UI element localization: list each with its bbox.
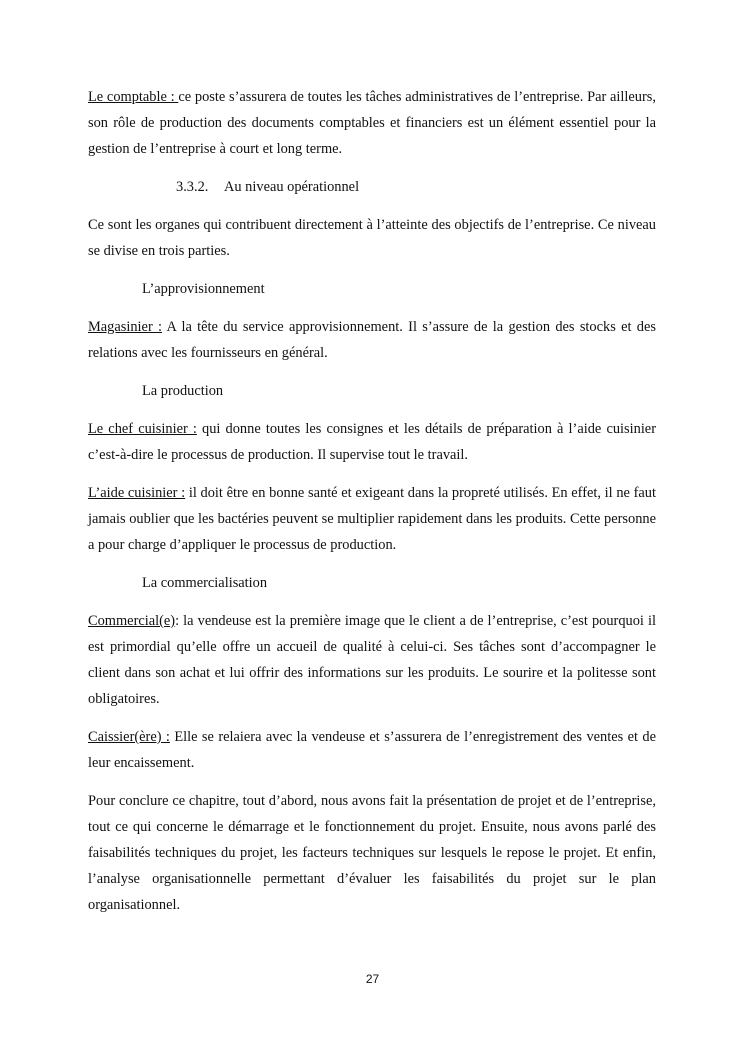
section-title: Au niveau opérationnel — [224, 179, 360, 195]
page-number: 27 — [365, 972, 380, 986]
role-text-aide-cuisinier: il doit être en bonne santé et exigeant dans la propreté utilisés. En effet, il ne faut jamais oublier que les bactéries peuvent se multiplier rapidement dans les produits. Cette personne a pour charge d’appliquer le processus de production. — [88, 485, 656, 553]
role-label-caissier: Caissier(ère) : — [88, 729, 170, 745]
document-page — [88, 84, 656, 930]
role-label-aide-cuisinier: L’aide cuisinier : — [88, 485, 186, 501]
paragraph-magasinier — [88, 314, 656, 366]
subheading-approvisionnement: L’approvisionnement — [142, 281, 265, 297]
subheading-production: La production — [142, 383, 224, 399]
paragraph-caissier — [88, 724, 656, 776]
section-number: 3.3.2. — [176, 179, 209, 195]
role-text-magasinier: A la tête du service approvisionnement. Il s’assure de la gestion des stocks et des relations avec les fournisseurs en général. — [88, 319, 656, 361]
paragraph-commercial — [88, 608, 656, 712]
paragraph-intro: Ce sont les organes qui contribuent directement à l’atteinte des objectifs de l’entreprise. Ce niveau se divise en trois parties. — [88, 217, 656, 259]
role-label-commercial: Commercial(e) — [88, 613, 176, 629]
subheading-commercialisation: La commercialisation — [142, 575, 268, 591]
role-label-comptable: Le comptable : — [88, 89, 179, 105]
role-text-chef-cuisinier: qui donne toutes les consignes et les détails de préparation à l’aide cuisinier c’est-à-dire le processus de production. Il supervise tout le travail. — [88, 421, 656, 463]
paragraph-comptable — [88, 84, 656, 162]
role-label-chef-cuisinier: Le chef cuisinier : — [88, 421, 197, 437]
paragraph-conclusion: Pour conclure ce chapitre, tout d’abord, nous avons fait la présentation de projet et de l’entreprise, tout ce qui concerne le démarrage et le fonctionnement du projet. Ensuite, nous avons parlé des faisabilités techniques du projet, les facteurs techniques sur lesquels le repose le projet. Et enfin, l’analyse organisationnelle permettant d’évaluer les faisabilités du projet sur le plan organisationnel. — [88, 793, 656, 913]
role-text-caissier: Elle se relaiera avec la vendeuse et s’assurera de l’enregistrement des ventes et de leur encaissement. — [88, 729, 657, 771]
role-text-comptable: ce poste s’assurera de toutes les tâches administratives de l’entreprise. Par ailleurs, son rôle de production des documents comptables et financiers est un élément essentiel pour la gestion de l’entreprise à court et long terme. — [88, 89, 656, 157]
role-label-magasinier: Magasinier : — [88, 319, 163, 335]
paragraph-aide-cuisinier — [88, 480, 656, 558]
section-heading — [88, 174, 656, 200]
paragraph-chef-cuisinier — [88, 416, 656, 468]
role-text-commercial: : la vendeuse est la première image que le client a de l’entreprise, c’est pourquoi il est primordial qu’elle offre un accueil de qualité à celui-ci. Ses tâches sont d’accompagner le client dans son achat et lui offrir des informations sur les produits. Le sourire et la politesse sont obligatoires. — [88, 613, 656, 707]
